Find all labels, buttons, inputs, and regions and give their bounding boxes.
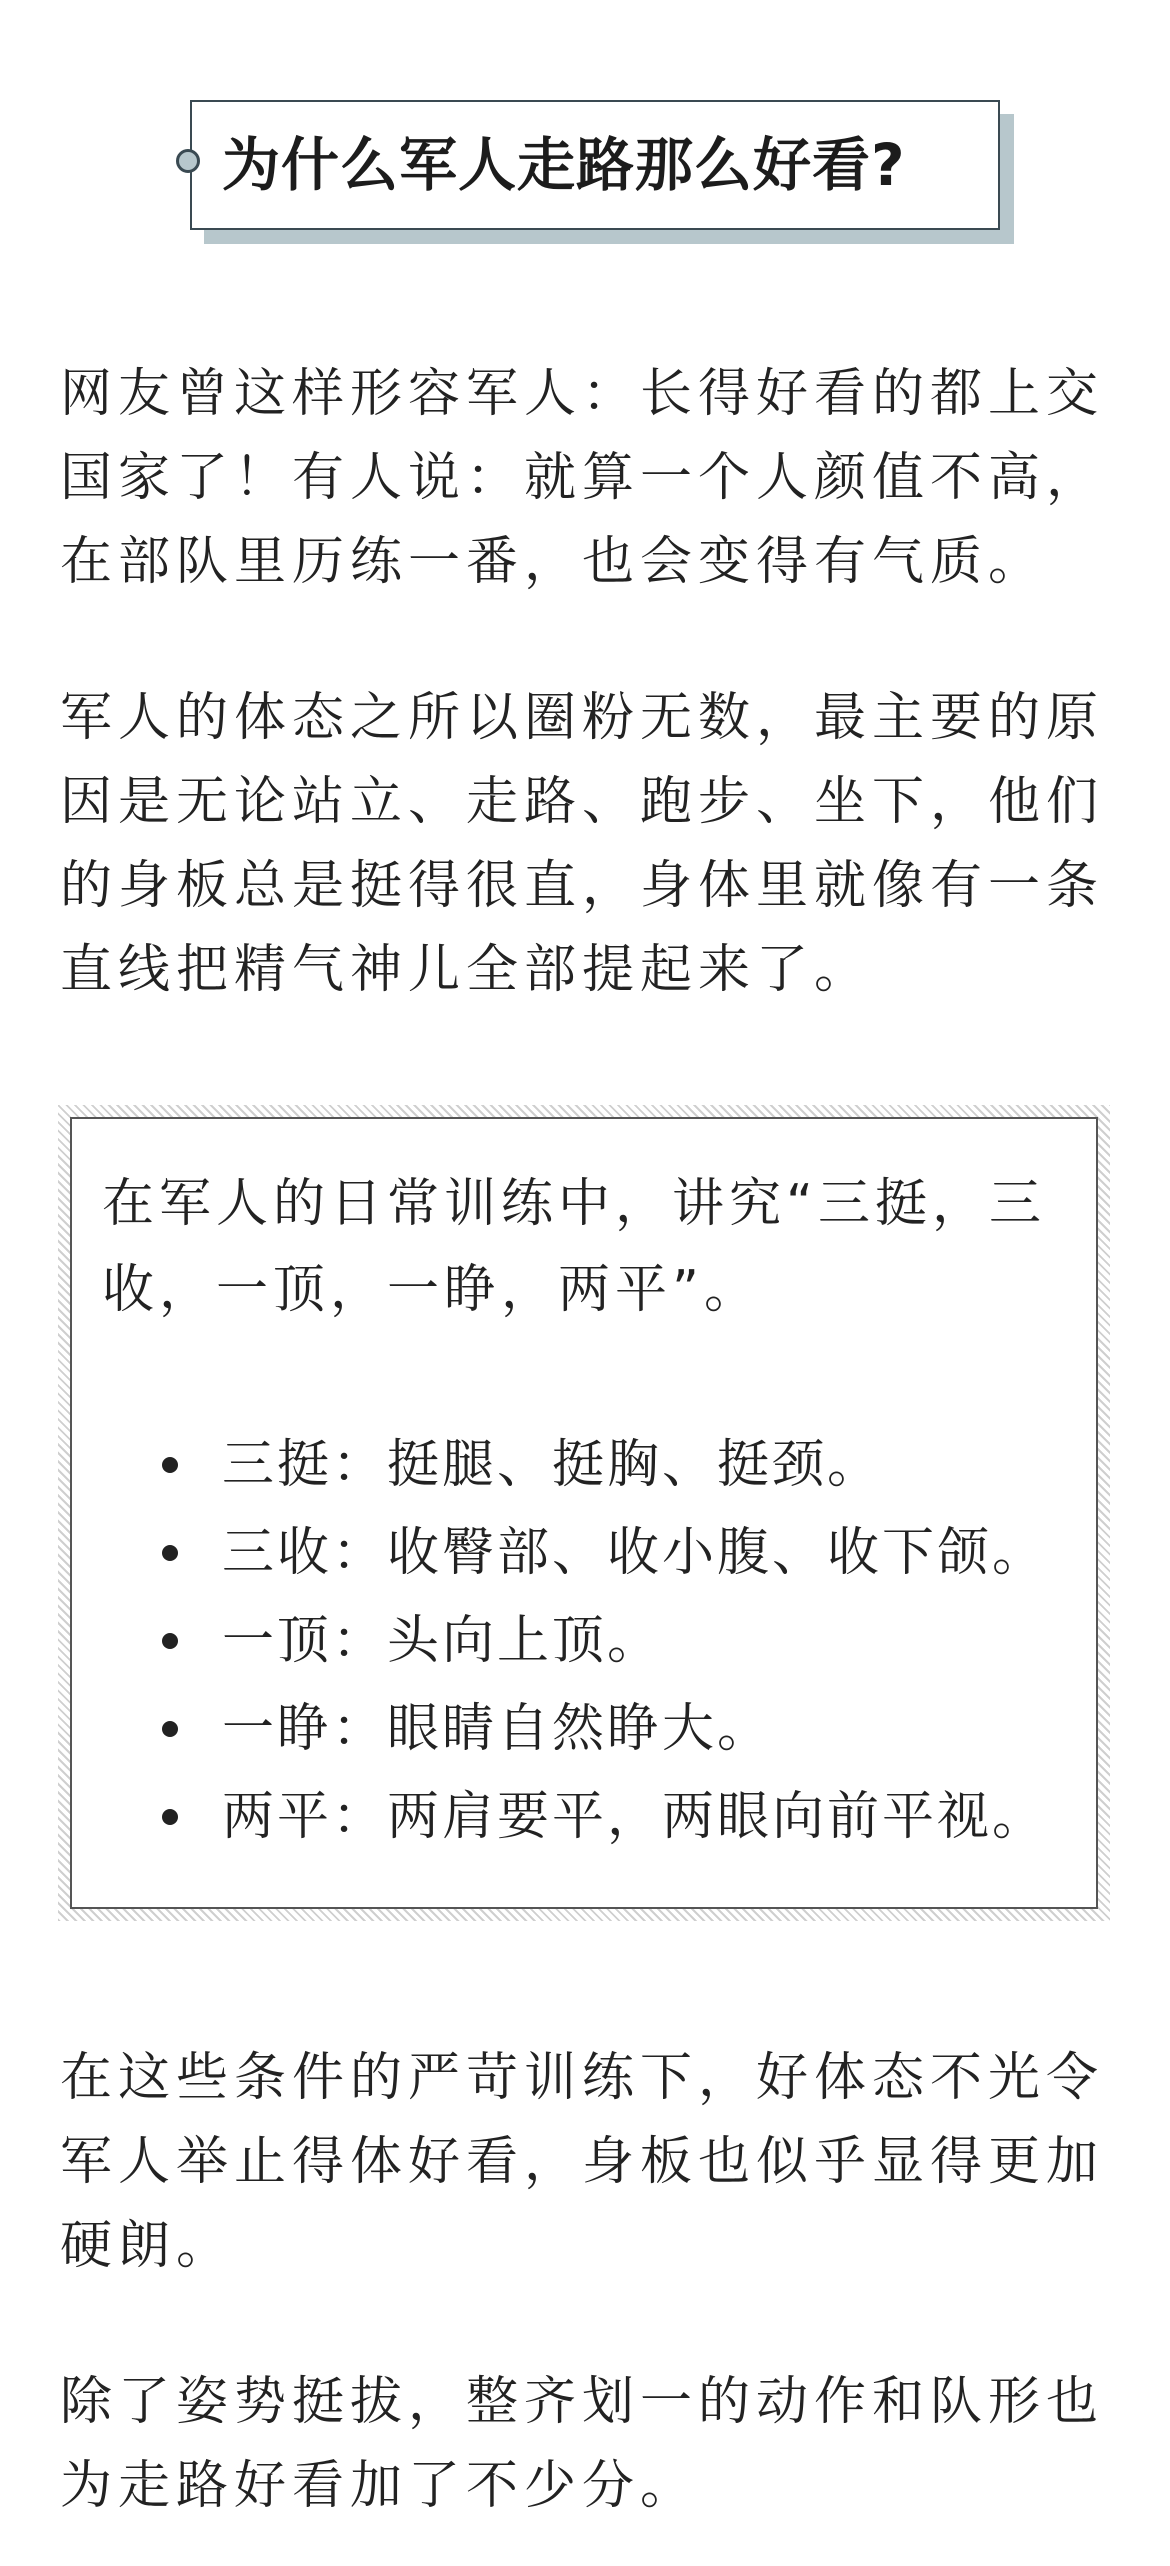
list-item-text: 三收：收臀部、收小腹、收下颌。 [222, 1523, 1048, 1583]
paragraph-uniform-movement: 除了姿势挺拔，整齐划一的动作和队形也为走路好看加了不少分。 [60, 2372, 1105, 2516]
title-card-frame [190, 100, 1000, 230]
bullet-icon [162, 1809, 178, 1825]
list-item [72, 1421, 1100, 1509]
paragraph-posture: 军人的体态之所以圈粉无数，最主要的原因是无论站立、走路、跑步、坐下，他们的身板总是挺得很直，身体里就像有一条直线把精气神儿全部提起来了。 [60, 688, 1105, 1000]
list-item [72, 1597, 1100, 1685]
bullet-icon [162, 1721, 178, 1737]
bullet-icon [162, 1457, 178, 1473]
bullet-icon [162, 1545, 178, 1561]
list-item-text: 三挺：挺腿、挺胸、挺颈。 [222, 1435, 883, 1495]
list-item [72, 1685, 1100, 1773]
list-item [72, 1509, 1100, 1597]
paragraph-training-effect: 在这些条件的严苛训练下，好体态不光令军人举止得体好看，身板也似乎显得更加硬朗。 [60, 2048, 1105, 2276]
list-item-text: 两平：两肩要平，两眼向前平视。 [222, 1787, 1048, 1847]
training-rules-intro: 在军人的日常训练中，讲究“三挺，三收，一顶，一睁，两平”。 [102, 1174, 1046, 1320]
bullet-icon [162, 1633, 178, 1649]
list-item [72, 1773, 1100, 1861]
paragraph-intro: 网友曾这样形容军人：长得好看的都上交国家了！有人说：就算一个人颜值不高，在部队里历练一番，也会变得有气质。 [60, 364, 1105, 592]
list-item-text: 一顶：头向上顶。 [222, 1611, 663, 1671]
training-rules-list [72, 1421, 1100, 1861]
title-card [190, 100, 1000, 240]
title-dot-icon [176, 149, 200, 173]
training-rules-panel [70, 1117, 1098, 1909]
page-title: 为什么军人走路那么好看? [222, 131, 906, 199]
training-rules-box [58, 1105, 1110, 1921]
list-item-text: 一睁：眼睛自然睁大。 [222, 1699, 773, 1759]
